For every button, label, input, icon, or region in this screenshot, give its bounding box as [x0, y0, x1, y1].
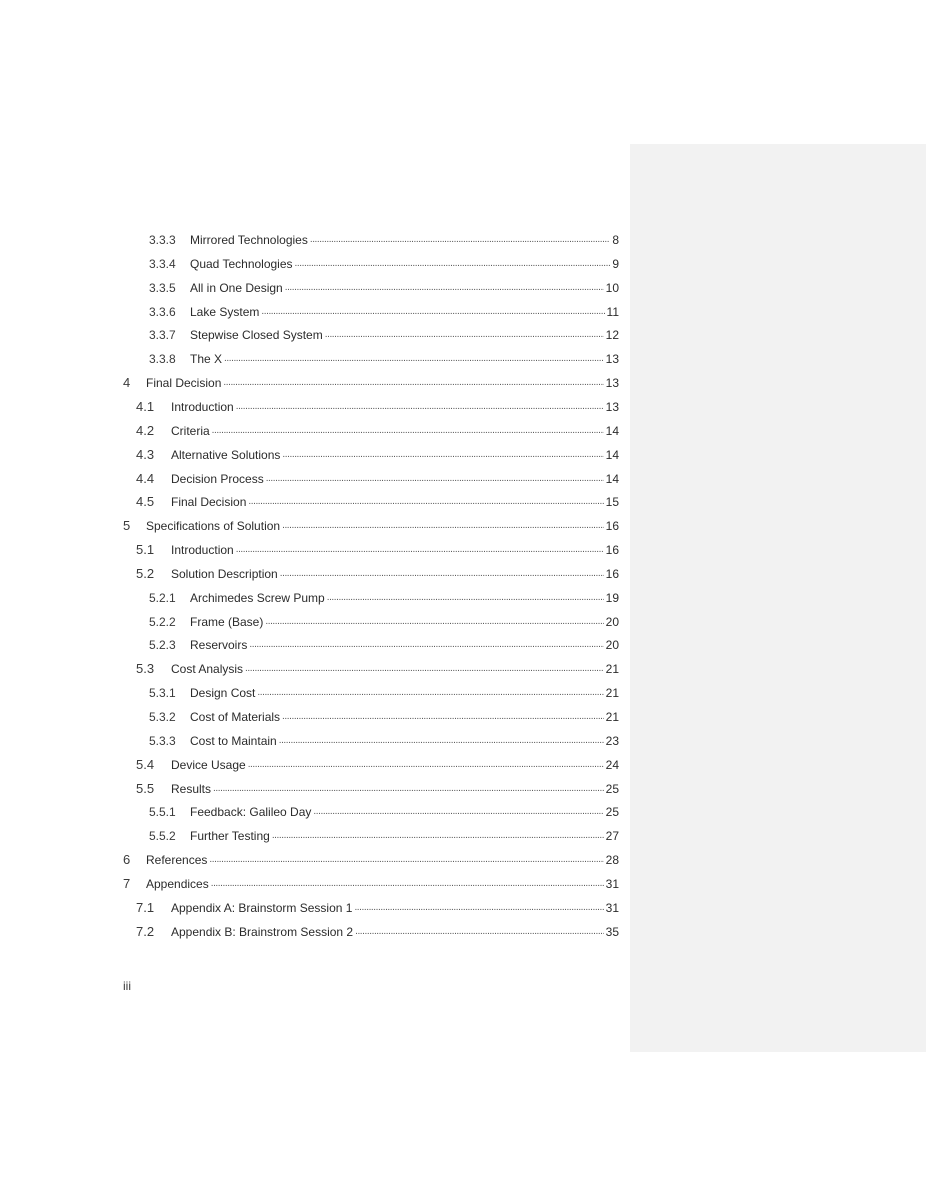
toc-entry[interactable]: [149, 702, 619, 724]
toc-entry-title: The X: [190, 352, 223, 367]
toc-entry-page: 24: [605, 757, 619, 772]
toc-dot-leader: [249, 638, 603, 652]
toc-entry[interactable]: [123, 845, 619, 867]
toc-entry-number: 5.5: [136, 780, 155, 796]
toc-entry-page: 19: [605, 590, 619, 605]
toc-entry-page: 13: [605, 376, 619, 391]
toc-entry-title: Lake System: [190, 304, 260, 319]
toc-entry-page: 25: [605, 805, 619, 820]
toc-entry-number: 7.1: [136, 899, 155, 915]
page-number: iii: [123, 979, 131, 993]
toc-entry-number: 5.3.2: [149, 710, 176, 724]
toc-entry-title: References: [146, 853, 208, 868]
toc-entry-title: Quad Technologies: [190, 256, 293, 271]
toc-entry-page: 14: [605, 447, 619, 462]
toc-entry-number: 7: [123, 875, 131, 891]
toc-entry-title: Final Decision: [171, 495, 247, 510]
toc-entry[interactable]: [136, 535, 619, 557]
toc-entry[interactable]: [149, 678, 619, 700]
toc-entry[interactable]: [136, 440, 619, 462]
toc-dot-leader: [223, 376, 603, 390]
toc-entry-number: 5.2.2: [149, 614, 176, 629]
toc-dot-leader: [282, 710, 604, 724]
toc-dot-leader: [236, 543, 604, 557]
toc-entry-title: Cost to Maintain: [190, 733, 277, 748]
toc-entry-number: 4.1: [136, 398, 155, 414]
toc-entry[interactable]: [149, 630, 619, 652]
toc-entry-title: Criteria: [171, 423, 210, 438]
toc-entry[interactable]: [149, 320, 619, 342]
toc-entry-number: 5: [123, 518, 131, 534]
toc-dot-leader: [313, 805, 603, 819]
toc-entry[interactable]: [149, 273, 619, 295]
toc-entry-title: Introduction: [171, 543, 234, 558]
comment-pane: [630, 144, 926, 1052]
toc-entry-number: 4.4: [136, 470, 155, 486]
toc-entry-number: 5.3: [136, 661, 155, 677]
toc-entry-number: 3.3.4: [149, 256, 176, 271]
toc-entry[interactable]: [136, 750, 619, 772]
toc-entry-title: Mirrored Technologies: [190, 233, 308, 247]
toc-entry-title: Frame (Base): [190, 614, 264, 629]
toc-entry-title: Archimedes Screw Pump: [190, 590, 325, 605]
toc-entry[interactable]: [149, 797, 619, 819]
toc-entry-title: Cost of Materials: [190, 710, 281, 724]
toc-entry-page: 12: [605, 328, 619, 343]
toc-entry-title: Cost Analysis: [171, 662, 244, 677]
toc-entry-page: 14: [605, 471, 619, 486]
toc-entry[interactable]: [123, 511, 619, 533]
toc-entry[interactable]: [123, 368, 619, 390]
toc-entry-page: 10: [605, 280, 619, 295]
toc-entry[interactable]: [136, 559, 619, 581]
toc-entry[interactable]: [149, 821, 619, 843]
toc-entry-page: 16: [605, 519, 619, 534]
toc-dot-leader: [272, 829, 604, 843]
toc-entry-number: 3.3.8: [149, 352, 176, 367]
toc-entry-number: 5.4: [136, 756, 155, 772]
toc-entry-page: 20: [605, 614, 619, 629]
toc-entry[interactable]: [149, 225, 619, 247]
toc-entry[interactable]: [149, 583, 619, 605]
toc-entry-title: Appendix A: Brainstorm Session 1: [171, 900, 353, 915]
toc-entry-page: 28: [605, 853, 619, 868]
toc-entry-title: Results: [171, 781, 212, 796]
toc-entry-page: 21: [605, 686, 619, 701]
toc-entry-title: Introduction: [171, 399, 234, 414]
toc-dot-leader: [213, 782, 604, 796]
toc-entry-title: Final Decision: [146, 376, 222, 391]
toc-entry[interactable]: [136, 654, 619, 676]
toc-entry[interactable]: [123, 869, 619, 891]
toc-entry-title: Stepwise Closed System: [190, 328, 323, 343]
toc-entry-title: Further Testing: [190, 829, 270, 844]
toc-dot-leader: [282, 519, 604, 533]
toc-entry-page: 9: [612, 256, 619, 271]
toc-dot-leader: [236, 400, 604, 414]
toc-entry-title: Reservoirs: [190, 638, 248, 653]
toc-entry-page: 27: [605, 829, 619, 844]
toc-dot-leader: [355, 925, 604, 939]
toc-entry-number: 5.2.3: [149, 638, 176, 653]
toc-entry-title: Specifications of Solution: [146, 519, 281, 534]
toc-entry-title: Device Usage: [171, 757, 246, 772]
toc-entry-page: 25: [605, 781, 619, 796]
toc-entry-number: 5.3.1: [149, 686, 176, 701]
toc-entry[interactable]: [136, 464, 619, 486]
toc-dot-leader: [248, 758, 604, 772]
toc-entry-number: 3.3.5: [149, 280, 176, 295]
toc-dot-leader: [295, 257, 611, 271]
toc-dot-leader: [245, 662, 604, 676]
toc-entry-page: 23: [605, 733, 619, 748]
toc-entry-number: 4.2: [136, 422, 155, 438]
toc-entry-title: Alternative Solutions: [171, 447, 281, 462]
toc-entry-number: 3.3.6: [149, 304, 176, 319]
toc-entry[interactable]: [136, 392, 619, 414]
toc-dot-leader: [282, 448, 603, 462]
toc-dot-leader: [265, 615, 603, 629]
toc-entry[interactable]: [149, 249, 619, 271]
toc-entry-number: 4: [123, 375, 131, 391]
toc-entry[interactable]: [136, 774, 619, 796]
toc-entry-title: Appendices: [146, 876, 209, 891]
toc-dot-leader: [211, 877, 604, 891]
toc-entry-number: 5.5.2: [149, 829, 176, 844]
toc-entry-number: 5.5.1: [149, 805, 176, 820]
toc-entry[interactable]: [136, 917, 619, 939]
toc-entry-page: 35: [605, 924, 619, 939]
toc-entry-page: 8: [612, 233, 619, 247]
toc-entry-number: 3.3.3: [149, 233, 176, 247]
toc-entry-number: 5.1: [136, 542, 155, 558]
toc-dot-leader: [327, 591, 604, 605]
toc-entry-title: Design Cost: [190, 686, 256, 701]
toc-dot-leader: [261, 305, 604, 319]
toc-dot-leader: [280, 567, 604, 581]
toc-dot-leader: [224, 352, 604, 366]
toc-entry-number: 5.2.1: [149, 590, 176, 605]
toc-entry-number: 4.3: [136, 446, 155, 462]
toc-entry-page: 13: [605, 399, 619, 414]
toc-entry-title: Feedback: Galileo Day: [190, 805, 312, 820]
toc-dot-leader: [354, 901, 603, 915]
toc-entry-title: All in One Design: [190, 280, 283, 295]
toc-dot-leader: [257, 686, 603, 700]
toc-dot-leader: [310, 233, 610, 247]
toc-entry-page: 14: [605, 423, 619, 438]
toc-entry-page: 11: [606, 304, 619, 319]
toc-entry-number: 5.2: [136, 565, 155, 581]
toc-entry-page: 21: [605, 710, 619, 724]
toc-dot-leader: [248, 495, 603, 509]
toc-entry-page: 31: [605, 876, 619, 891]
toc-entry-page: 21: [605, 662, 619, 677]
toc-entry-page: 31: [605, 900, 619, 915]
toc-entry-number: 3.3.7: [149, 328, 176, 343]
toc-dot-leader: [212, 424, 604, 438]
toc-entry-page: 15: [605, 495, 619, 510]
toc-entry-page: 20: [605, 638, 619, 653]
toc-entry[interactable]: [149, 607, 619, 629]
toc-dot-leader: [266, 472, 604, 486]
toc-entry-title: Decision Process: [171, 471, 264, 486]
toc-entry-page: 16: [605, 566, 619, 581]
toc-dot-leader: [285, 281, 604, 295]
toc-dot-leader: [209, 853, 603, 867]
toc-entry-number: 5.3.3: [149, 733, 176, 748]
toc-entry-number: 7.2: [136, 923, 155, 939]
toc-entry[interactable]: [136, 893, 619, 915]
toc-entry-title: Solution Description: [171, 566, 278, 581]
toc-entry-number: 6: [123, 852, 131, 868]
toc-entry-page: 13: [605, 352, 619, 367]
toc-entry[interactable]: [149, 344, 619, 366]
toc-entry-page: 16: [605, 543, 619, 558]
toc-entry[interactable]: [136, 416, 619, 438]
toc-entry[interactable]: [136, 487, 619, 509]
toc-entry-number: 4.5: [136, 494, 155, 510]
toc-entry-title: Appendix B: Brainstrom Session 2: [171, 924, 354, 939]
toc-dot-leader: [279, 734, 604, 748]
toc-entry[interactable]: [149, 726, 619, 748]
toc-entry[interactable]: [149, 297, 619, 319]
toc-dot-leader: [325, 328, 604, 342]
